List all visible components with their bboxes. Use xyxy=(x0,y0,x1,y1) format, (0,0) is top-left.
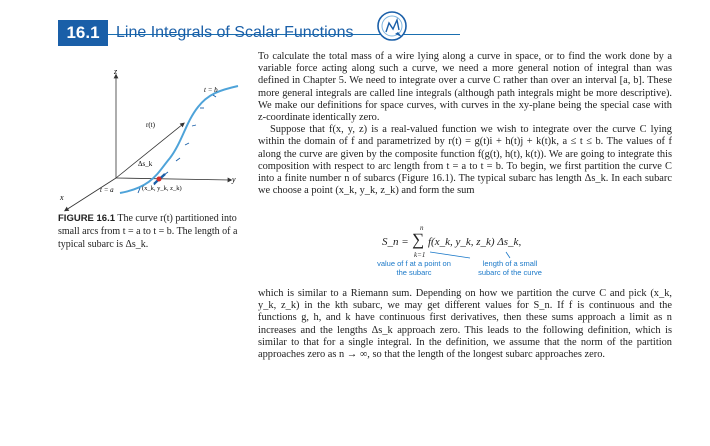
label-y: y xyxy=(232,175,236,184)
label-point: (x_k, y_k, z_k) xyxy=(142,185,182,192)
label-r: r(t) xyxy=(146,121,155,129)
paragraph-1: To calculate the total mass of a wire lying along a curve in space, or to find the work done by a variable force acting along such a curve, we need a more general notion of integral than was defined in Chapter 5. We need to integrate over a curve C rather than over an interval [a, b]. These more general integrals are called line integrals (although path integrals might be more descriptive). We make our definitions for space curves, with curves in the xy-plane being the special case with z-coordinate identically zero. xyxy=(258,51,672,124)
body-text-top xyxy=(258,51,672,197)
label-t-a: t = a xyxy=(100,186,114,194)
sample-point xyxy=(157,177,162,182)
sum-lower-limit: k=1 xyxy=(414,251,426,259)
section-header xyxy=(0,0,710,50)
label-t-b: t = b xyxy=(204,86,218,94)
media-link-icon[interactable] xyxy=(376,10,408,42)
x-axis xyxy=(66,178,116,210)
equation-term: f(x_k, y_k, z_k) Δs_k, xyxy=(428,236,522,248)
curve-figure xyxy=(58,62,258,212)
caption-label: FIGURE 16.1 xyxy=(58,213,116,224)
label-x: x xyxy=(60,193,64,202)
label-delta-s: Δs_k xyxy=(138,160,153,168)
section-number-badge: 16.1 xyxy=(58,20,108,46)
paragraph-2: Suppose that f(x, y, z) is a real-valued function we wish to integrate over the curve C lying within the domain of f and parametrized by r(t) = g(t)i + h(t)j + k(t)k, a ≤ t ≤ b. The values of f along the curve are given by the composite function f(g(t), h(t), k(t)). We are going to integrate this composition with respect to arc length from t = a to t = b. To begin, we first partition the curve C into a finite number n of subarcs (Figure 16.1). The typical subarc has length Δs_k. In each subarc we choose a point (x_k, y_k, z_k) and form the sum xyxy=(258,124,672,197)
sum-upper-limit: n xyxy=(420,224,424,232)
section-title: Line Integrals of Scalar Functions xyxy=(116,24,354,41)
annotation-value-of-f: value of f at a point on the subarc xyxy=(377,259,451,277)
body-text-bottom xyxy=(258,288,672,361)
space-curve xyxy=(120,86,238,193)
equation-lhs: S_n = xyxy=(382,236,409,248)
annotation-subarc-length: length of a small subarc of the curve xyxy=(478,259,542,277)
riemann-sum-equation xyxy=(258,224,672,284)
position-vector-r xyxy=(116,124,183,178)
y-axis xyxy=(116,178,230,180)
figure-caption xyxy=(58,212,248,251)
paragraph-3: which is similar to a Riemann sum. Depending on how we partition the curve C and pick (x_k, y_k, z_k) in the kth subarc, we may get different values for S_n. If f is continuous and the functions g, h, and k have continuous first derivatives, then these sums approach a limit as n increases and the lengths Δs_k approach zero. This leads to the following definition, which is similar to that for a single integral. In the definition, we assume that the norm of the partition approaches zero as n → ∞, so that the length of the longest subarc approaches zero. xyxy=(258,288,672,361)
caption-text: The curve r(t) partitioned into small arcs from t = a to t = b. The length of a typical subarc is Δs_k. xyxy=(58,213,238,250)
label-z: z xyxy=(114,67,118,76)
sum-sign: ∑ xyxy=(412,230,425,249)
